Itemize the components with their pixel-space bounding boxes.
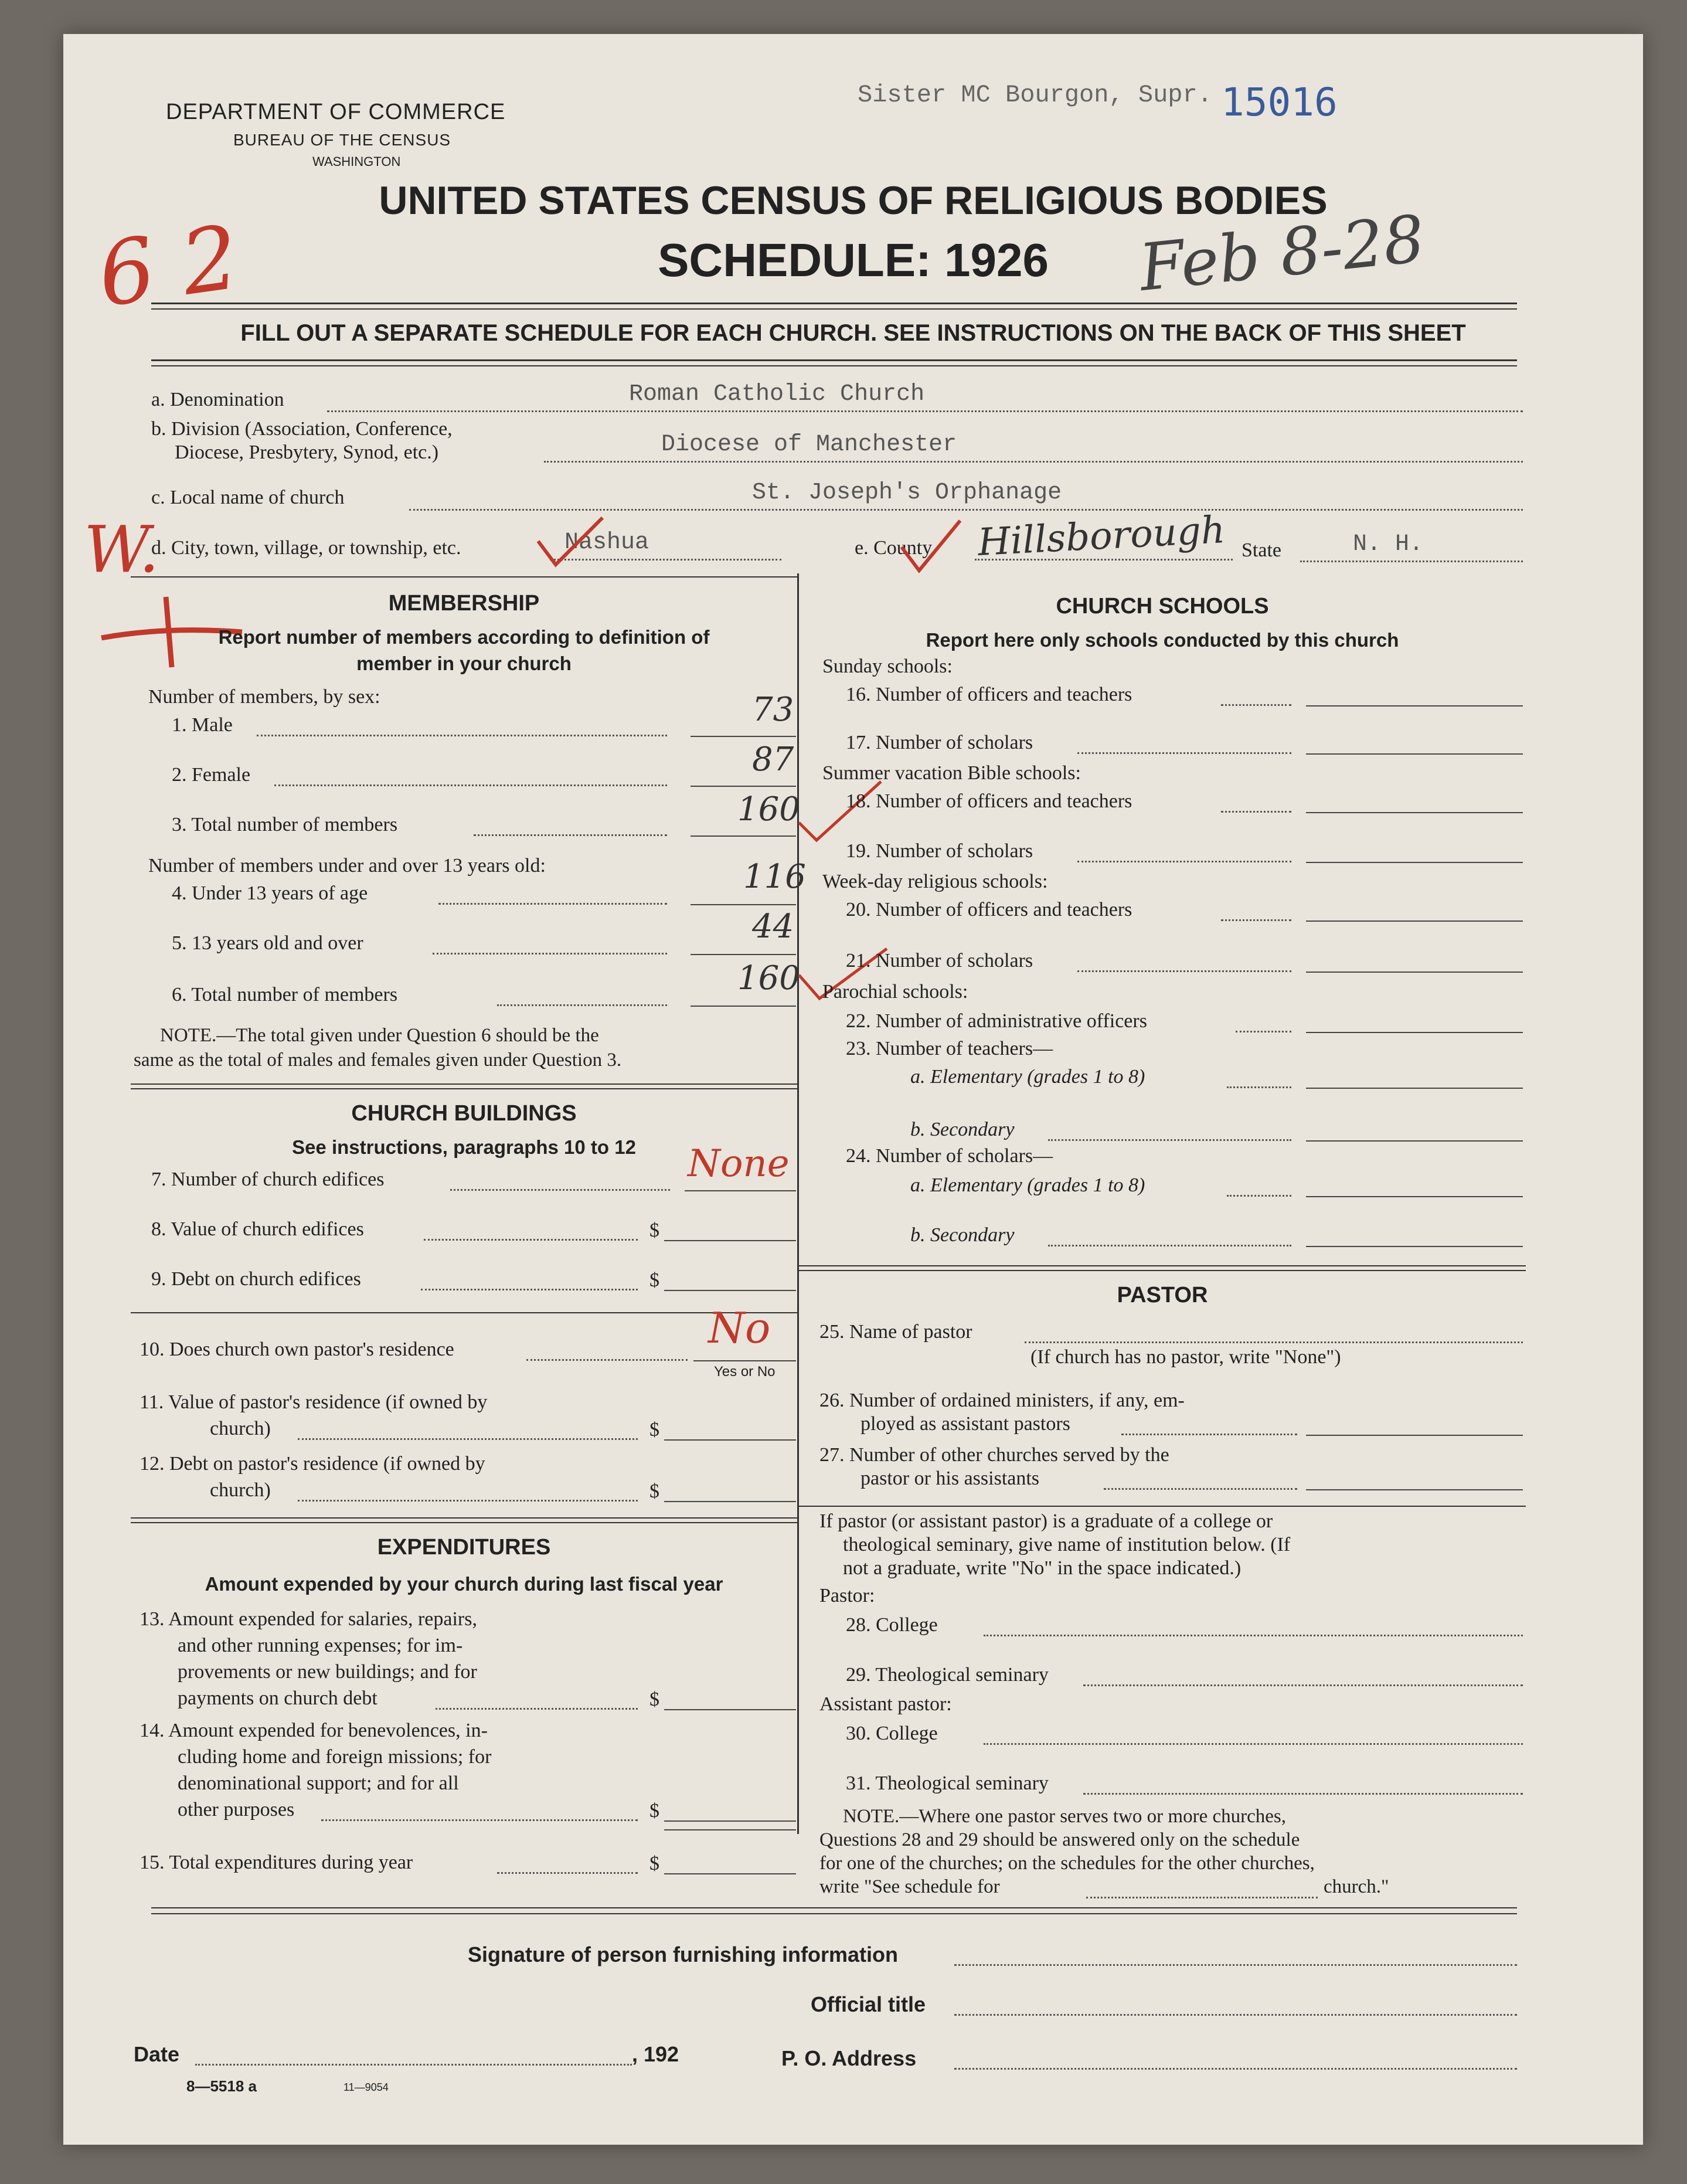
q3-dots bbox=[474, 834, 667, 836]
state-value: N. H. bbox=[1353, 531, 1424, 558]
po-address-label: P. O. Address bbox=[781, 2046, 917, 2070]
q12-dots bbox=[298, 1500, 638, 1502]
q12-dollar: $ bbox=[649, 1480, 659, 1502]
county-label: e. County bbox=[855, 537, 933, 559]
q16-label: 16. Number of officers and teachers bbox=[846, 684, 1132, 705]
q10-value: No bbox=[708, 1303, 771, 1353]
pastor-note-4b: church." bbox=[1324, 1876, 1389, 1897]
q17-answer-line bbox=[1306, 753, 1523, 755]
buildings-sub: See instructions, paragraphs 10 to 12 bbox=[292, 1136, 636, 1158]
schedule-title: SCHEDULE: 1926 bbox=[658, 234, 1049, 286]
divider bbox=[131, 1522, 797, 1523]
pastor-note-2: Questions 28 and 29 should be answered only on the schedule bbox=[819, 1829, 1300, 1850]
q9-label: 9. Debt on church edifices bbox=[151, 1268, 361, 1290]
divider bbox=[151, 308, 1517, 310]
margin-mark-w: W. bbox=[84, 512, 159, 587]
q8-answer-line bbox=[664, 1240, 796, 1241]
q4-value: 116 bbox=[743, 858, 806, 896]
q22-label: 22. Number of administrative officers bbox=[846, 1010, 1147, 1032]
q14-answer-line bbox=[664, 1820, 796, 1822]
q23b-answer-line bbox=[1306, 1140, 1523, 1142]
q15-label: 15. Total expenditures during year bbox=[140, 1852, 413, 1873]
column-divider bbox=[797, 573, 799, 1834]
signature-line[interactable] bbox=[954, 1964, 1517, 1966]
q2-answer-line bbox=[691, 786, 796, 787]
division-label-1: b. Division (Association, Conference, bbox=[151, 418, 453, 440]
census-form-sheet bbox=[63, 34, 1643, 2145]
divider bbox=[799, 1265, 1526, 1266]
yes-no-hint: Yes or No bbox=[714, 1364, 776, 1380]
division-line bbox=[544, 461, 1523, 463]
divider bbox=[131, 576, 797, 578]
q21-answer-line bbox=[1306, 972, 1523, 973]
division-label-2: Diocese, Presbytery, Synod, etc.) bbox=[175, 441, 439, 463]
q6-answer-line bbox=[691, 1006, 796, 1007]
instruction-line: FILL OUT A SEPARATE SCHEDULE FOR EACH CHURCH. SEE INSTRUCTIONS ON THE BACK OF THIS SHEET bbox=[240, 320, 1466, 346]
q9-answer-line bbox=[664, 1290, 796, 1291]
state-label: State bbox=[1242, 539, 1281, 561]
divider bbox=[131, 1517, 797, 1519]
summer-schools-label: Summer vacation Bible schools: bbox=[822, 762, 1081, 784]
q1-value: 73 bbox=[752, 691, 794, 729]
q8-label: 8. Value of church edifices bbox=[151, 1218, 364, 1240]
typed-sister-name: Sister MC Bourgon, Supr. bbox=[858, 81, 1212, 109]
department-heading: DEPARTMENT OF COMMERCE bbox=[166, 100, 506, 124]
q7-answer-line bbox=[685, 1190, 796, 1191]
stamp-number: 15016 bbox=[1221, 80, 1338, 125]
q14-label-1: 14. Amount expended for benevolences, in- bbox=[140, 1720, 488, 1741]
q19-dots bbox=[1077, 861, 1291, 862]
q4-answer-line bbox=[691, 904, 796, 905]
church-schools-sub: Report here only schools conducted by this church bbox=[926, 629, 1399, 651]
q6-label: 6. Total number of members bbox=[172, 984, 398, 1006]
q24b-label: b. Secondary bbox=[910, 1224, 1015, 1246]
pastor-heading: PASTOR bbox=[1117, 1283, 1208, 1307]
q12-label-1: 12. Debt on pastor's residence (if owned by bbox=[140, 1453, 485, 1475]
q24-label: 24. Number of scholars— bbox=[846, 1145, 1053, 1167]
q10-label: 10. Does church own pastor's residence bbox=[140, 1339, 454, 1360]
q31-label: 31. Theological seminary bbox=[846, 1772, 1049, 1794]
pastor-note-3: for one of the churches; on the schedules for the other churches, bbox=[819, 1853, 1315, 1874]
q7-value: None bbox=[688, 1142, 790, 1186]
q24a-answer-line bbox=[1306, 1196, 1523, 1197]
q28-dots bbox=[984, 1635, 1523, 1636]
q14-answer-double-line bbox=[664, 1829, 796, 1830]
pastor-note-4a: write "See schedule for bbox=[819, 1876, 1000, 1897]
q24a-label: a. Elementary (grades 1 to 8) bbox=[910, 1174, 1145, 1196]
q27-dots bbox=[1104, 1488, 1297, 1490]
q18-dots bbox=[1221, 811, 1291, 813]
q11-dots bbox=[298, 1438, 638, 1440]
denomination-label: a. Denomination bbox=[151, 389, 284, 410]
q4-dots bbox=[438, 903, 667, 905]
local-name-value: St. Joseph's Orphanage bbox=[752, 480, 1062, 506]
divider bbox=[151, 303, 1517, 304]
q27-label-2: pastor or his assistants bbox=[860, 1468, 1040, 1489]
q25-dots bbox=[1025, 1341, 1523, 1343]
expenditures-sub: Amount expended by your church during last fiscal year bbox=[205, 1573, 723, 1595]
q6-dots bbox=[497, 1004, 667, 1006]
q2-label: 2. Female bbox=[172, 764, 251, 786]
q20-dots bbox=[1221, 919, 1291, 921]
q31-dots bbox=[1083, 1793, 1523, 1795]
q18-label: 18. Number of officers and teachers bbox=[846, 790, 1132, 812]
q25-note: (If church has no pastor, write "None") bbox=[1030, 1346, 1341, 1368]
membership-note-1: NOTE.—The total given under Question 6 should be the bbox=[160, 1025, 599, 1046]
church-schools-heading: CHURCH SCHOOLS bbox=[1056, 594, 1269, 619]
q21-dots bbox=[1077, 970, 1291, 972]
q11-dollar: $ bbox=[649, 1419, 659, 1441]
q23b-dots bbox=[1048, 1139, 1291, 1141]
print-number: 11—9054 bbox=[343, 2081, 389, 2093]
q14-label-2: cluding home and foreign missions; for bbox=[178, 1746, 492, 1768]
q11-answer-line bbox=[664, 1439, 796, 1441]
q15-dollar: $ bbox=[649, 1853, 659, 1874]
date-label: Date bbox=[134, 2042, 180, 2066]
city-heading: WASHINGTON bbox=[312, 154, 401, 169]
q19-label: 19. Number of scholars bbox=[846, 840, 1033, 862]
handwritten-date: Feb 8-28 bbox=[1135, 201, 1428, 306]
membership-sub-2: member in your church bbox=[356, 653, 572, 674]
by-age-label: Number of members under and over 13 years old: bbox=[148, 855, 546, 877]
q24b-dots bbox=[1048, 1245, 1291, 1246]
q15-dots bbox=[497, 1872, 638, 1874]
q12-answer-line bbox=[664, 1501, 796, 1502]
q24b-answer-line bbox=[1306, 1246, 1523, 1247]
signature-label: Signature of person furnishing information bbox=[468, 1942, 898, 1966]
q24a-dots bbox=[1227, 1195, 1291, 1197]
q22-dots bbox=[1236, 1031, 1291, 1032]
q21-label: 21. Number of scholars bbox=[846, 950, 1033, 972]
q3-answer-line bbox=[691, 835, 796, 837]
q23a-label: a. Elementary (grades 1 to 8) bbox=[910, 1066, 1145, 1088]
divider bbox=[799, 1506, 1526, 1507]
q2-dots bbox=[274, 784, 667, 786]
q13-label-2: and other running expenses; for im- bbox=[178, 1635, 463, 1656]
q20-label: 20. Number of officers and teachers bbox=[846, 899, 1132, 921]
official-title-line[interactable] bbox=[954, 2014, 1517, 2016]
local-name-line bbox=[409, 509, 1523, 511]
form-number: 8—5518 a bbox=[186, 2077, 257, 2095]
q23b-label: b. Secondary bbox=[910, 1119, 1015, 1140]
q14-label-3: denominational support; and for all bbox=[178, 1772, 459, 1794]
parochial-schools-label: Parochial schools: bbox=[822, 981, 968, 1003]
q2-value: 87 bbox=[752, 741, 794, 779]
division-value: Diocese of Manchester bbox=[661, 432, 957, 458]
q29-label: 29. Theological seminary bbox=[846, 1664, 1049, 1686]
q13-dollar: $ bbox=[649, 1689, 659, 1710]
q1-label: 1. Male bbox=[172, 714, 233, 736]
pastor-sublabel: Pastor: bbox=[819, 1585, 875, 1606]
divider bbox=[131, 1312, 797, 1313]
divider bbox=[151, 1907, 1517, 1908]
sunday-schools-label: Sunday schools: bbox=[822, 655, 953, 677]
q13-label-3: provements or new buildings; and for bbox=[178, 1661, 477, 1683]
graduate-text-3: not a graduate, write "No" in the space indicated.) bbox=[843, 1557, 1242, 1579]
assistant-pastor-sublabel: Assistant pastor: bbox=[819, 1693, 952, 1715]
buildings-heading: CHURCH BUILDINGS bbox=[351, 1101, 577, 1126]
bureau-heading: BUREAU OF THE CENSUS bbox=[233, 131, 451, 149]
q1-dots bbox=[257, 735, 667, 736]
q11-label-2: church) bbox=[210, 1418, 271, 1439]
q30-label: 30. College bbox=[846, 1723, 938, 1744]
q13-dots bbox=[436, 1708, 638, 1710]
denomination-value: Roman Catholic Church bbox=[629, 381, 925, 407]
q5-dots bbox=[433, 953, 667, 955]
q13-label-4: payments on church debt bbox=[178, 1687, 377, 1709]
q20-answer-line bbox=[1306, 921, 1523, 922]
q23a-dots bbox=[1227, 1086, 1291, 1088]
q26-dots bbox=[1121, 1434, 1297, 1435]
q5-answer-line bbox=[691, 954, 796, 955]
q4-label: 4. Under 13 years of age bbox=[172, 882, 368, 904]
q9-dollar: $ bbox=[649, 1269, 659, 1291]
q6-value: 160 bbox=[737, 959, 800, 997]
form-title: UNITED STATES CENSUS OF RELIGIOUS BODIES bbox=[379, 178, 1328, 223]
q14-label-4: other purposes bbox=[178, 1799, 295, 1820]
membership-sub-1: Report number of members according to definition of bbox=[218, 626, 710, 648]
divider bbox=[151, 359, 1517, 361]
q9-dots bbox=[421, 1289, 638, 1290]
divider bbox=[151, 1913, 1517, 1914]
q26-answer-line bbox=[1306, 1435, 1523, 1436]
pastor-note-dots bbox=[1086, 1897, 1318, 1898]
q8-dollar: $ bbox=[649, 1220, 659, 1241]
q25-label: 25. Name of pastor bbox=[819, 1321, 972, 1343]
q12-label-2: church) bbox=[210, 1479, 271, 1501]
q28-label: 28. College bbox=[846, 1614, 938, 1636]
county-value: Hillsborough bbox=[977, 508, 1226, 565]
red-check-mark-county bbox=[896, 515, 966, 579]
divider bbox=[799, 1270, 1526, 1271]
q27-label-1: 27. Number of other churches served by the bbox=[819, 1444, 1169, 1466]
date-year: , 192 bbox=[632, 2042, 679, 2066]
q5-label: 5. 13 years old and over bbox=[172, 932, 363, 954]
q1-answer-line bbox=[691, 736, 796, 737]
q3-value: 160 bbox=[737, 790, 800, 828]
graduate-text-2: theological seminary, give name of institution below. (If bbox=[843, 1534, 1291, 1555]
q23a-answer-line bbox=[1306, 1088, 1523, 1089]
q7-dots bbox=[450, 1189, 670, 1191]
q15-answer-line bbox=[664, 1873, 796, 1874]
local-name-label: c. Local name of church bbox=[151, 487, 345, 508]
q7-label: 7. Number of church edifices bbox=[151, 1169, 385, 1190]
q17-dots bbox=[1077, 752, 1291, 754]
q16-answer-line bbox=[1306, 705, 1523, 707]
by-sex-label: Number of members, by sex: bbox=[148, 686, 380, 708]
divider bbox=[131, 1088, 797, 1089]
denomination-line bbox=[327, 410, 1523, 412]
q13-label-1: 13. Amount expended for salaries, repairs, bbox=[140, 1608, 477, 1630]
city-label: d. City, town, village, or township, etc. bbox=[151, 537, 461, 559]
q16-dots bbox=[1221, 704, 1291, 706]
q14-dots bbox=[321, 1819, 638, 1821]
red-check-mark-city bbox=[532, 512, 608, 570]
q30-dots bbox=[984, 1743, 1523, 1745]
divider bbox=[131, 1083, 797, 1085]
handwritten-number: 6 2 bbox=[92, 206, 245, 327]
date-line[interactable] bbox=[195, 2064, 632, 2066]
city-value: Nashua bbox=[564, 529, 649, 556]
q22-answer-line bbox=[1306, 1032, 1523, 1033]
q17-label: 17. Number of scholars bbox=[846, 732, 1033, 753]
q11-label-1: 11. Value of pastor's residence (if owned by bbox=[140, 1391, 488, 1413]
po-address-line[interactable] bbox=[954, 2068, 1517, 2070]
official-title-label: Official title bbox=[811, 1992, 926, 2016]
q23-label: 23. Number of teachers— bbox=[846, 1038, 1053, 1059]
q26-label-1: 26. Number of ordained ministers, if any, em- bbox=[819, 1390, 1185, 1411]
membership-note-2: same as the total of males and females given under Question 3. bbox=[134, 1049, 622, 1071]
membership-heading: MEMBERSHIP bbox=[388, 591, 540, 616]
q8-dots bbox=[424, 1239, 638, 1241]
q10-dots bbox=[526, 1359, 688, 1361]
q19-answer-line bbox=[1306, 862, 1523, 863]
q5-value: 44 bbox=[752, 908, 794, 946]
divider bbox=[151, 365, 1517, 366]
pastor-note-1: NOTE.—Where one pastor serves two or more churches, bbox=[843, 1806, 1286, 1827]
q26-label-2: ployed as assistant pastors bbox=[860, 1413, 1070, 1435]
q14-dollar: $ bbox=[649, 1800, 659, 1822]
q13-answer-line bbox=[664, 1709, 796, 1710]
expenditures-heading: EXPENDITURES bbox=[377, 1535, 551, 1560]
weekday-schools-label: Week-day religious schools: bbox=[822, 871, 1048, 892]
graduate-text-1: If pastor (or assistant pastor) is a graduate of a college or bbox=[819, 1510, 1273, 1532]
q3-label: 3. Total number of members bbox=[172, 814, 398, 835]
q18-answer-line bbox=[1306, 812, 1523, 813]
state-line bbox=[1300, 561, 1523, 562]
q27-answer-line bbox=[1306, 1489, 1523, 1490]
q29-dots bbox=[1083, 1684, 1523, 1686]
q10-answer-line bbox=[693, 1360, 796, 1361]
